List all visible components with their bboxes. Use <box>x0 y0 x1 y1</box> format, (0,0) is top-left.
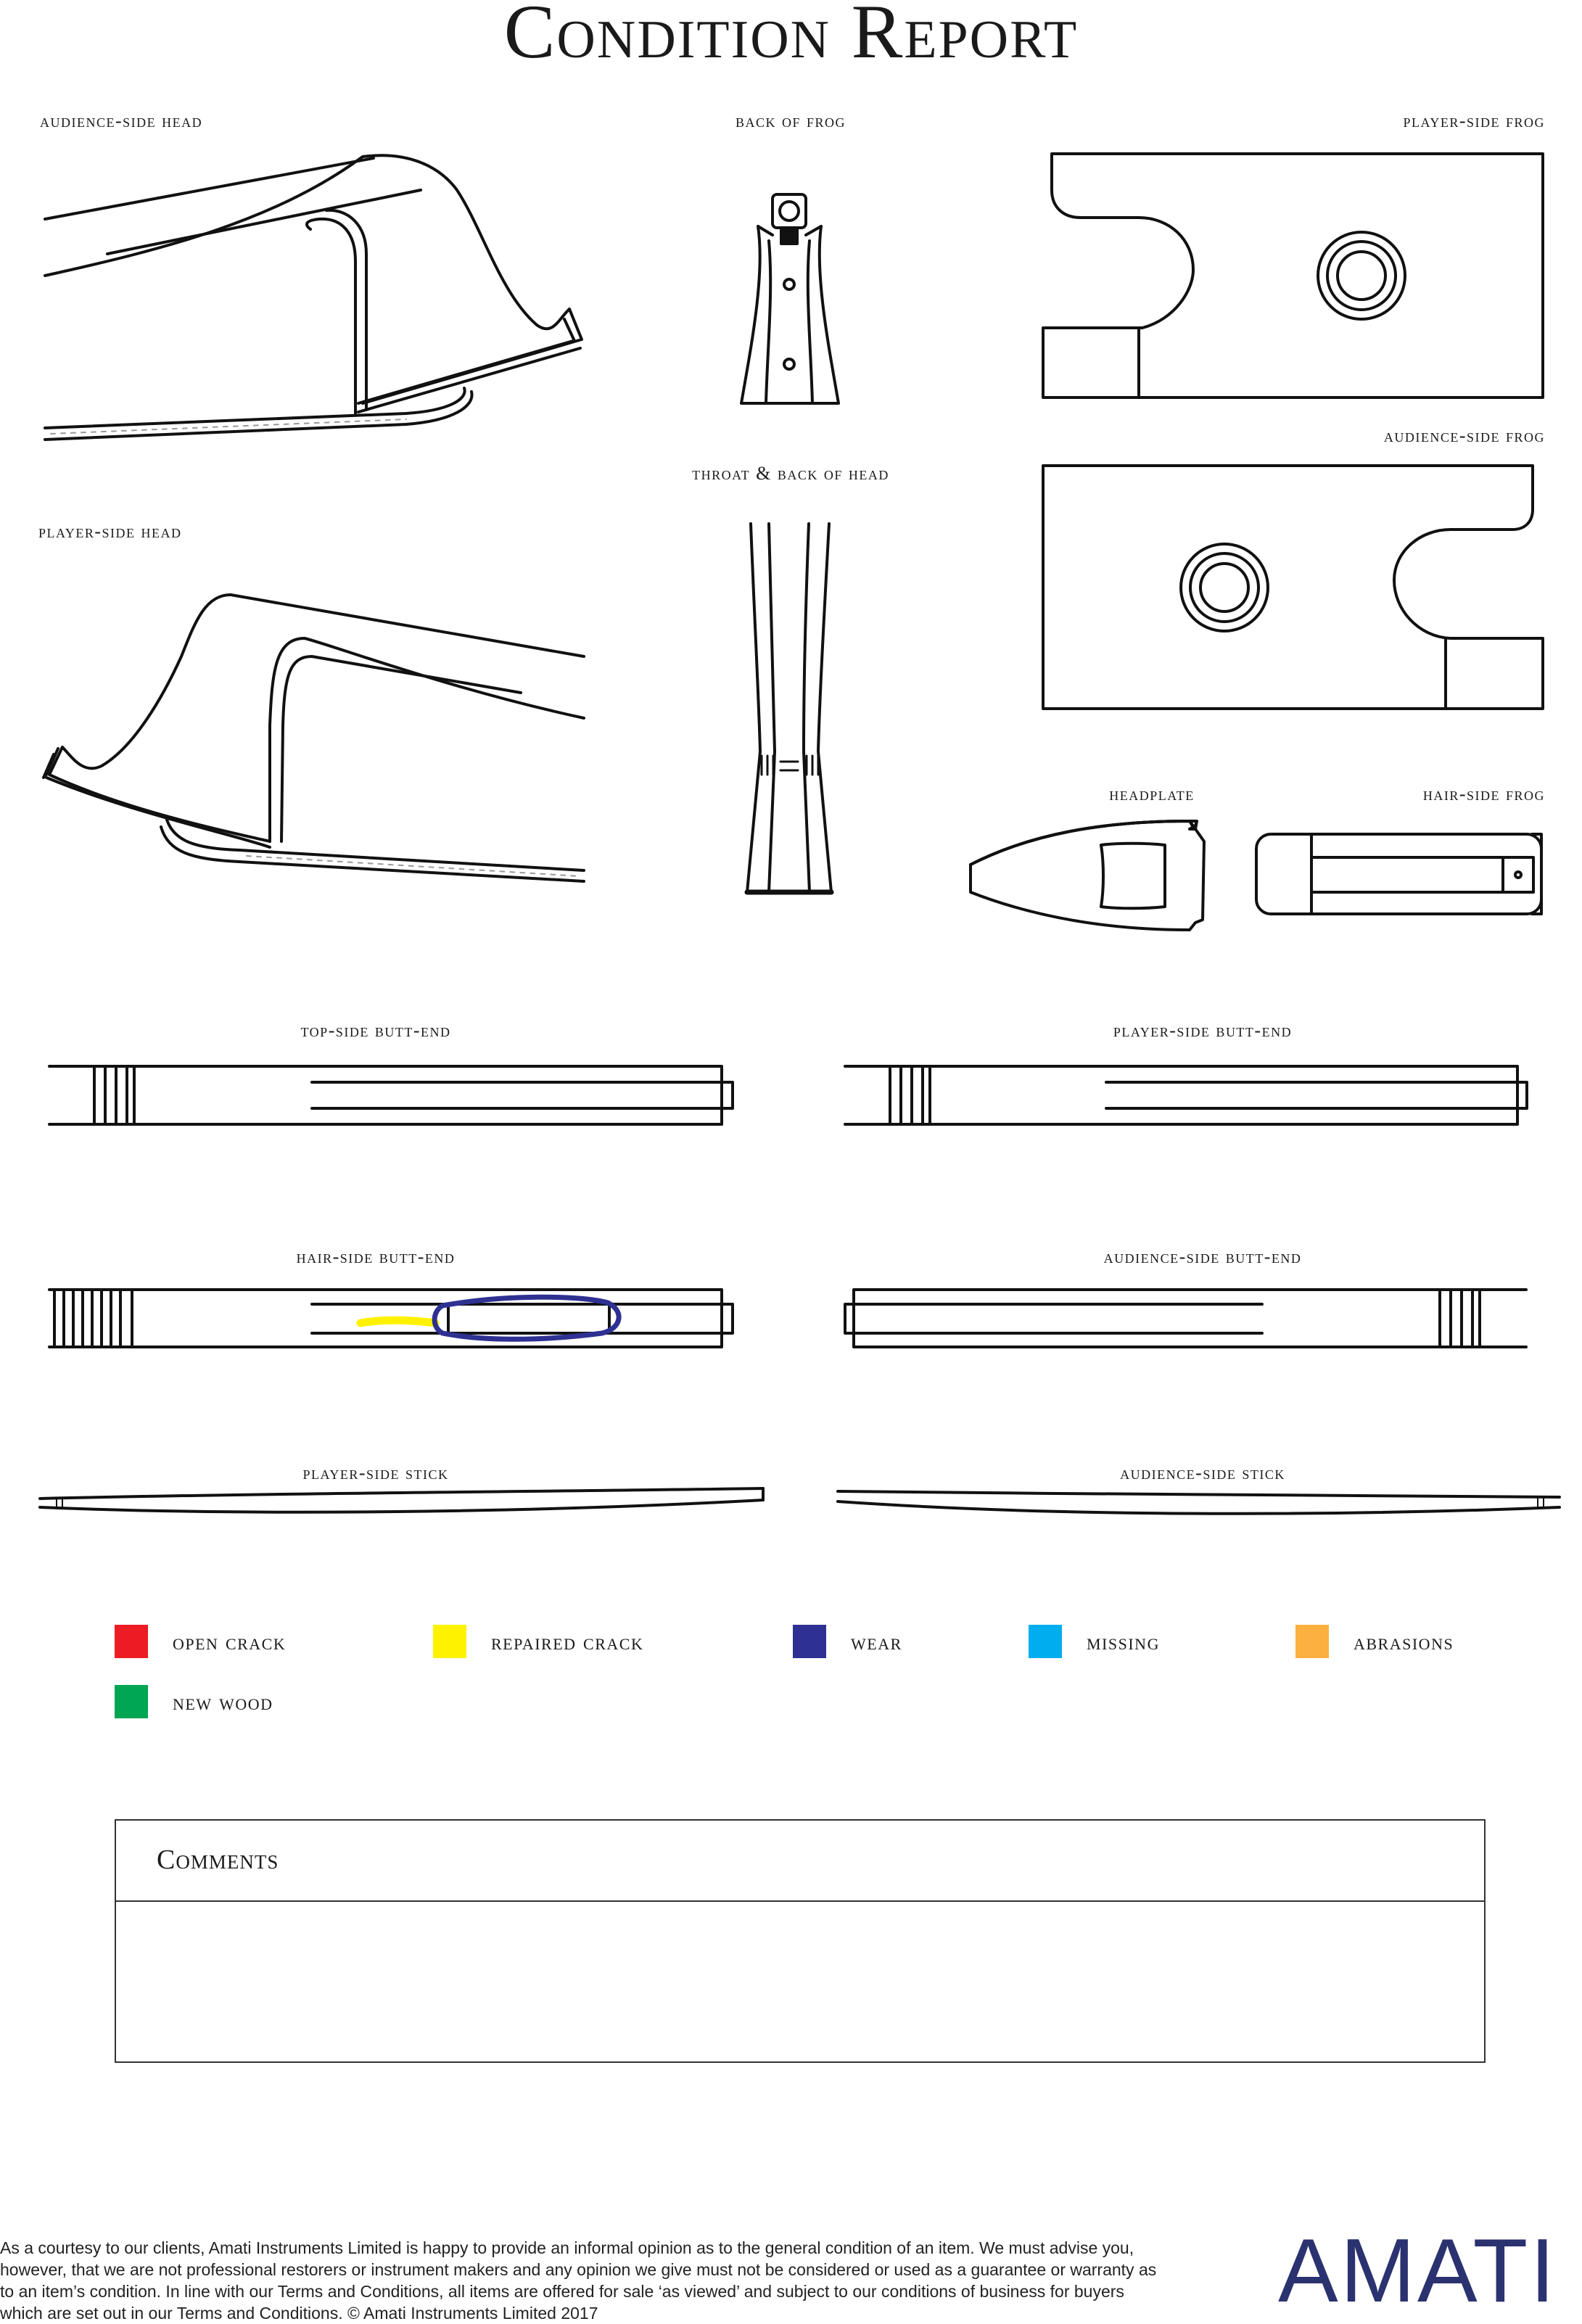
diagram-player-side-stick[interactable] <box>40 1488 763 1512</box>
label-audience-side-butt-end: audience-side butt-end <box>1103 1246 1302 1267</box>
legend-label: wear <box>851 1628 902 1655</box>
disclaimer-text: As a courtesy to our clients, Amati Instruments Limited is happy to provide an informal opinion as to the general condition of an item. We must advise you, however, that we are not professional restorers or instrument makers and any opinion we give must not be considered or used as a guarantee or warranty as to an item’s condition. In line with our Terms and Conditions, all items are offered for sale ‘as viewed’ and subject to our conditions of business for buyers which are set out in our Terms and Conditions. © Amati Instruments Limited 2017 <box>0 2238 1157 2323</box>
legend-item-abrasions <box>1295 1625 1454 1658</box>
label-hair-side-frog: hair-side frog <box>1422 783 1545 804</box>
diagram-player-side-frog[interactable] <box>1043 154 1543 397</box>
legend-item-repaired-crack <box>433 1625 643 1658</box>
legend-label: abrasions <box>1354 1628 1454 1655</box>
comments-title: Comments <box>157 1845 279 1875</box>
legend-swatch-new-wood <box>115 1685 148 1718</box>
label-audience-side-stick: audience-side stick <box>1120 1462 1285 1483</box>
label-player-side-frog: player-side frog <box>1403 110 1545 131</box>
label-audience-side-frog: audience-side frog <box>1383 425 1545 446</box>
legend-swatch-wear <box>793 1625 826 1658</box>
label-throat-back-of-head: throat & back of head <box>692 463 889 484</box>
diagram-headplate[interactable] <box>971 821 1204 930</box>
diagram-hair-side-frog[interactable] <box>1256 834 1541 914</box>
comments-box <box>115 1819 1486 2063</box>
amati-logo: AMATI <box>1278 2221 1557 2321</box>
legend-label: open crack <box>173 1628 287 1655</box>
legend-swatch-open-crack <box>115 1625 148 1658</box>
legend-item-open-crack <box>115 1625 286 1658</box>
legend-swatch-abrasions <box>1295 1625 1329 1658</box>
diagram-back-of-frog[interactable] <box>741 194 839 403</box>
marking-repaired-crack[interactable] <box>361 1320 435 1323</box>
legend-label: new wood <box>173 1688 273 1715</box>
legend-swatch-repaired-crack <box>433 1625 466 1658</box>
diagram-audience-side-stick[interactable] <box>838 1491 1560 1514</box>
diagram-audience-side-frog[interactable] <box>1043 466 1543 709</box>
legend-item-wear <box>793 1625 902 1658</box>
label-back-of-frog: back of frog <box>735 110 846 131</box>
legend-item-missing <box>1029 1625 1160 1658</box>
diagram-player-side-head[interactable] <box>44 595 584 881</box>
diagram-player-side-butt-end[interactable] <box>845 1066 1527 1124</box>
label-hair-side-butt-end: hair-side butt-end <box>296 1246 456 1267</box>
legend-item-new-wood <box>115 1685 273 1718</box>
label-player-side-stick: player-side stick <box>302 1462 449 1483</box>
legend-label: repaired crack <box>491 1628 644 1655</box>
diagram-audience-side-head[interactable] <box>45 155 582 440</box>
diagram-top-side-butt-end[interactable] <box>49 1066 733 1124</box>
diagram-throat-back-of-head[interactable] <box>747 524 831 892</box>
legend-swatch-missing <box>1029 1625 1062 1658</box>
comments-field[interactable] <box>116 1902 1484 2061</box>
comments-header <box>116 1821 1484 1902</box>
label-player-side-head: player-side head <box>38 521 182 542</box>
label-player-side-butt-end: player-side butt-end <box>1113 1020 1293 1041</box>
label-headplate: headplate <box>1109 783 1195 804</box>
legend-label: missing <box>1087 1628 1160 1655</box>
label-top-side-butt-end: top-side butt-end <box>300 1020 451 1041</box>
page-title: Condition Report <box>503 0 1079 74</box>
diagram-audience-side-butt-end[interactable] <box>845 1290 1526 1347</box>
label-audience-side-head: audience-side head <box>40 110 203 131</box>
